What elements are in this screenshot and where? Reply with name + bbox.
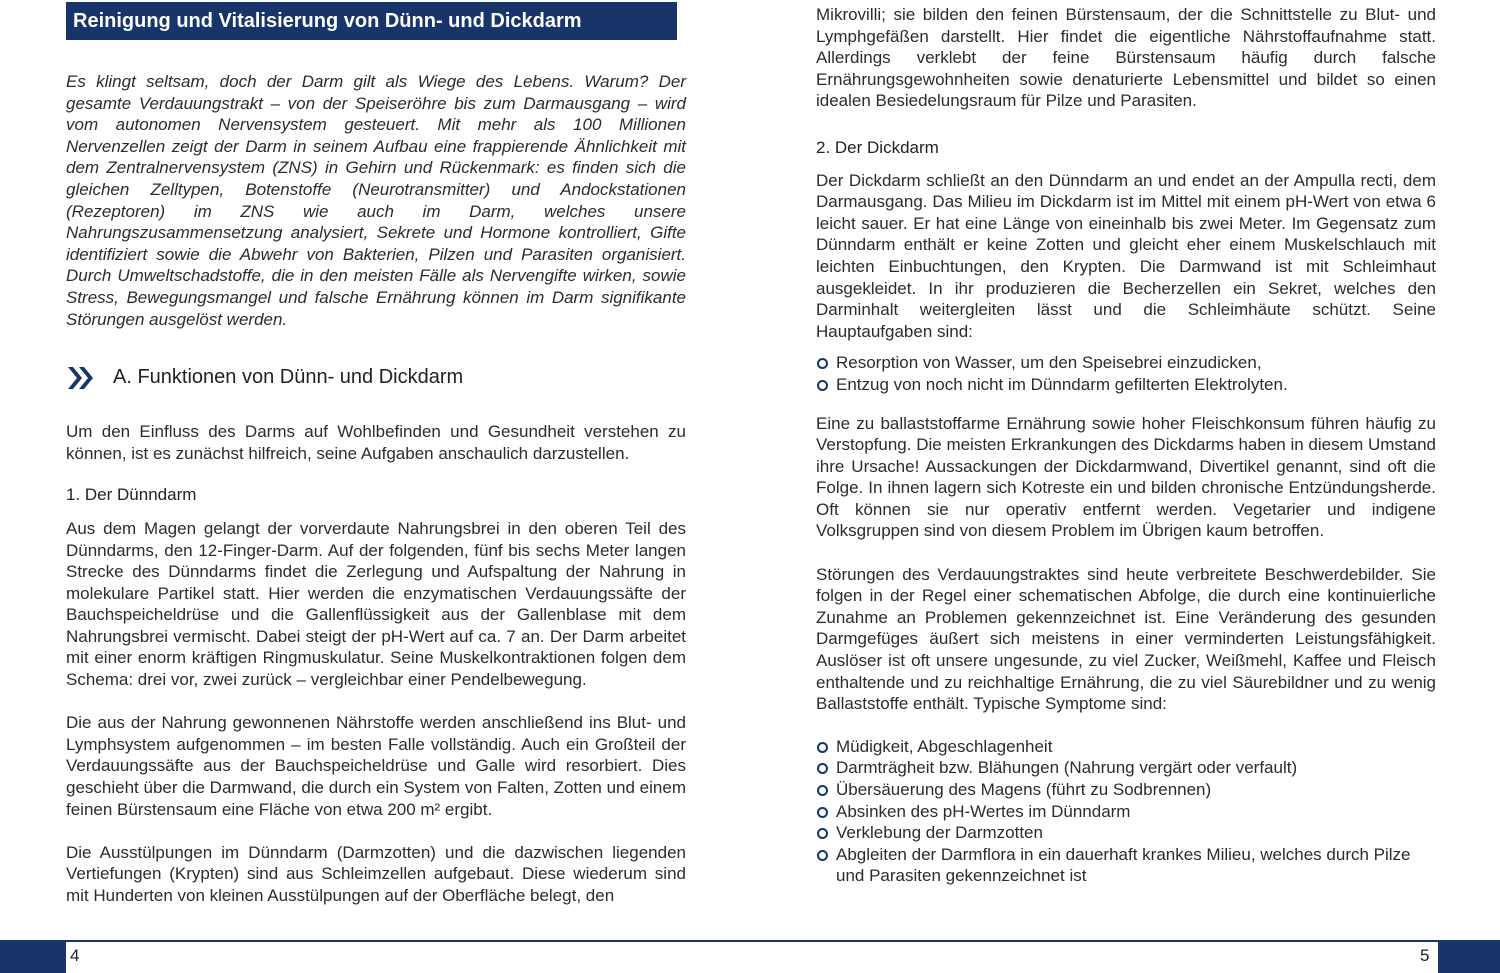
footer-bar [0, 940, 1500, 973]
page-number-left: 4 [70, 946, 80, 965]
list-item: Resorption von Wasser, um den Speisebrei einzudicken, [816, 352, 1436, 374]
dickdarm-paragraph: Der Dickdarm schließt an den Dünndarm an und endet an der Ampulla recti, dem Darmausgang. Das Milieu im Dickdarm ist im Mittel mit einem pH-Wert von etwa 6 leicht sauer. Er hat eine Länge von eineinhalb bis zwei Meter. Im Gegensatz zum Dünndarm enthält er keine Zotten und gleicht eher einem Muskelschlauch mit leichten Einbuchtungen, den Krypten. Die Darmwand ist mit Schleimhaut ausgekleidet. In ihr produzieren die Becherzellen ein Sekret, welches den Darminhalt weitergleiten lässt und die Schleimhäute schützt. Seine Hauptaufgaben sind: [816, 170, 1436, 341]
circle-bullet-icon [817, 380, 828, 391]
paragraph: Die Ausstülpungen im Dünndarm (Darmzotten) und die dazwischen liegenden Vertiefungen (Krypten) sind aus Schleimzellen aufgebaut. Diese wiederum sind mit Hunderten von kleinen Ausstülpungen auf der Oberfläche belegt, den [66, 842, 686, 905]
list-item: Übersäuerung des Magens (führt zu Sodbrennen) [816, 779, 1436, 801]
list-item: Müdigkeit, Abgeschlagenheit [816, 736, 1436, 758]
paragraph: Aus dem Magen gelangt der vorverdaute Nahrungsbrei in den oberen Teil des Dünndarms, den 12-Finger-Darm. Auf der folgenden, fünf bis sechs Meter langen Strecke des Dünndarms findet die Zerlegung und Aufspaltung der Nahrung in molekulare Partikel statt. Hier werden die enzymatischen Verdauungssäfte der Bauchspeicheldrüse und die Gallenflüssigkeit aus der Gallenblase mit dem Nahrungsbrei vermischt. Dabei steigt der pH-Wert auf ca. 7 an. Der Darm arbeitet mit einer enorm kräftigen Ringmuskulatur. Seine Muskelkontraktionen folgen dem Schema: drei vor, zwei zurück – vergleichbar einer Pendelbewegung. [66, 518, 686, 690]
intro-paragraph: Es klingt seltsam, doch der Darm gilt als Wiege des Lebens. Warum? Der gesamte Verdauungstrakt – von der Speiseröhre bis zum Darmausgang – wird vom autonomen Nervensystem gesteuert. Mit mehr als 100 Millionen Nervenzellen zeigt der Darm in seinem Aufbau eine frappierende Ähnlichkeit mit dem Zentralnervensystem (ZNS) in Gehirn und Rückenmark: es finden sich die gleichen Zelltypen, Botenstoffe (Neurotransmitter) und Andockstationen (Rezeptoren) im ZNS wie auch im Darm, welches unsere Nahrungszusammensetzung analysiert, Sekrete und Hormone kontrolliert, Gifte identifiziert sowie die Abwehr von Bakterien, Pilzen und Parasiten organisiert. Durch Umweltschadstoffe, die in den meisten Fälle als Nervengifte wirken, sowie Stress, Bewegungsmangel und falsche Ernährung können im Darm signifikante Störungen ausgelöst werden. [66, 72, 686, 329]
footer-accent-right [1438, 942, 1500, 973]
chapter-title: Reinigung und Vitalisierung von Dünn- und Dickdarm [66, 2, 677, 40]
circle-bullet-icon [817, 807, 828, 818]
section-heading [66, 362, 686, 394]
ballast-paragraph: Eine zu ballaststoffarme Ernährung sowie hoher Fleischkonsum führen häufig zu Verstopfung. Die meisten Erkrankungen des Dickdarms haben in diesem Umstand ihre Ursache! Aussackungen der Dickdarmwand, Divertikel genannt, sind oft die Folge. In ihnen lagern sich Kotreste ein und bilden chronische Entzündungsherde. Oft können sie nur operativ entfernt werden. Vegetarier und indigene Volksgruppen sind von diesem Problem im Übrigen kaum betroffen. [816, 413, 1436, 541]
section-heading-text: A. Funktionen von Dünn- und Dickdarm [113, 366, 464, 389]
section-intro: Um den Einfluss des Darms auf Wohlbefinden und Gesundheit verstehen zu können, ist es zunächst hilfreich, seine Aufgaben anschaulich darzustellen. [66, 422, 686, 463]
circle-bullet-icon [817, 850, 828, 861]
footer-accent-left [0, 942, 66, 973]
page-number-right: 5 [1420, 946, 1430, 965]
left-page [66, 0, 686, 907]
paragraph: Die aus der Nahrung gewonnenen Nährstoffe werden anschließend ins Blut- und Lymphsystem aufgenommen – im besten Falle vollständig. Auch ein Großteil der Verdauungssäfte aus der Bauchspeicheldrüse und Galle wird resorbiert. Dies geschieht über die Darmwand, die durch ein System von Falten, Zotten und einem feinen Bürstensaum eine Fläche von etwa 200 m² ergibt. [66, 713, 686, 819]
right-page [816, 0, 1436, 887]
double-chevron-right-icon [66, 365, 96, 391]
circle-bullet-icon [817, 742, 828, 753]
circle-bullet-icon [817, 828, 828, 839]
continuation-paragraph: Mikrovilli; sie bilden den feinen Bürstensaum, der die Schnittstelle zu Blut- und Lymphgefäßen darstellt. Hier findet die eigentliche Nährstoffaufnahme statt. Allerdings verklebt der feine Bürstensaum häufig durch falsche Ernährungsgewohnheiten sowie denaturierte Lebensmittel und bildet so einen idealen Besiedelungsraum für Pilze und Parasiten. [816, 5, 1436, 111]
list-item: Entzug von noch nicht im Dünndarm gefilterten Elektrolyten. [816, 374, 1436, 396]
circle-bullet-icon [817, 358, 828, 369]
symptoms-list [816, 736, 1436, 887]
subheading-duenndarm: 1. Der Dünndarm [66, 485, 197, 505]
list-item: Absinken des pH-Wertes im Dünndarm [816, 801, 1436, 823]
list-item: Abgleiten der Darmflora in ein dauerhaft krankes Milieu, welches durch Pilze und Parasiten gekennzeichnet ist [816, 844, 1436, 887]
circle-bullet-icon [817, 785, 828, 796]
subheading-dickdarm: 2. Der Dickdarm [816, 137, 939, 157]
tasks-list [816, 352, 1436, 395]
list-item: Verklebung der Darmzotten [816, 822, 1436, 844]
circle-bullet-icon [817, 763, 828, 774]
list-item: Darmträgheit bzw. Blähungen (Nahrung vergärt oder verfault) [816, 757, 1436, 779]
stoerungen-paragraph: Störungen des Verdauungstraktes sind heute verbreitete Beschwerdebilder. Sie folgen in der Regel einer schematischen Abfolge, die durch eine kontinuierliche Zunahme an Problemen gekennzeichnet ist. Eine Veränderung des gesunden Darmgefüges äußert sich meistens in einer verminderten Leistungsfähigkeit. Auslöser ist oft unsere ungesunde, zu viel Zucker, Weißmehl, Kaffee und Fleisch enthaltende und zu reichhaltige Ernährung, die zu viel Säurebildner und zu wenig Ballaststoffe enthält. Typische Symptome sind: [816, 564, 1436, 714]
